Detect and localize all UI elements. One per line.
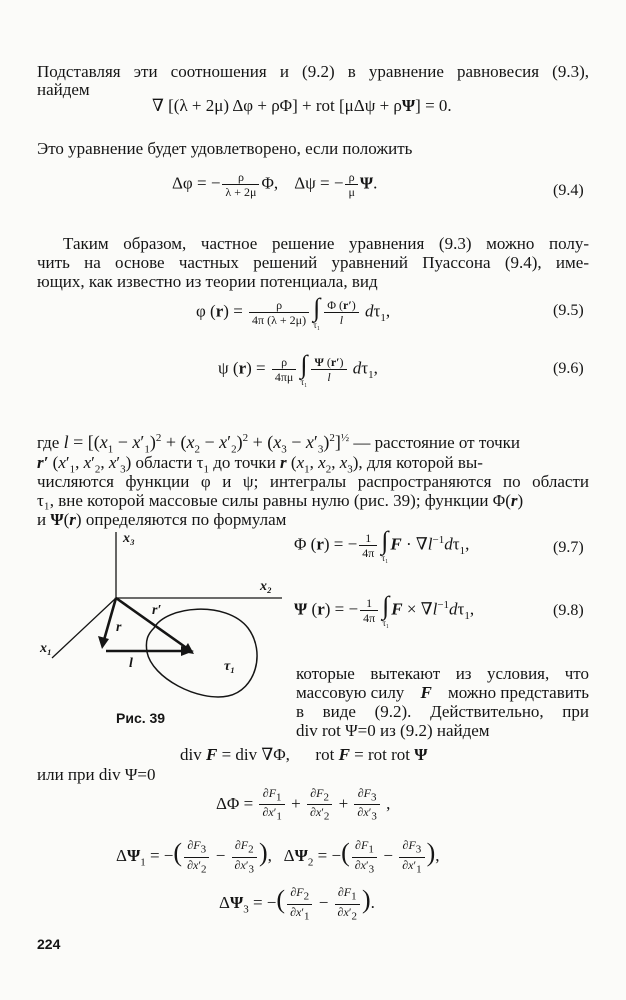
paragraph-line: чить на основе частных решений уравнений Пуассона (9.4), име- — [37, 253, 589, 272]
label-x3: x₃ — [123, 531, 135, 546]
label-tau1: τ₁ — [224, 659, 236, 674]
equation-equilibrium: ∇ [(λ + 2μ) Δφ + ρΦ] + rot [μΔψ + ρΨ] = 0. — [152, 96, 452, 115]
equation-9-5: φ (r) = $\frac{\rho}{4\pi (\lambda + 2\mu)}$ ∫ τ₁ $\frac{\Phi (r')}{l}$ $d\tau_1$, — [196, 293, 391, 330]
equation-delta-psi-3: $\Delta\Psi_3$ = −( $\frac{\partial F_2}{\partial x'_1}$ − $\frac{\partial F_1}{\partial x'_2}$ ). — [219, 885, 375, 922]
equation-number: (9.4) — [553, 182, 584, 199]
paragraph-line: числяются функции φ и ψ; интегралы распространяются по области — [37, 472, 589, 491]
label-x2: x₂ — [260, 579, 272, 594]
label-x1: x₁ — [40, 641, 52, 656]
paragraph-line: или при div Ψ=0 — [37, 765, 156, 784]
equation-div-f: div F = div ∇Φ, rot F = rot rot Ψ — [180, 745, 428, 764]
equation-number: (9.7) — [553, 539, 584, 556]
paragraph-line: Таким образом, частное решение уравнения (9.3) можно полу- — [63, 234, 589, 253]
equation-9-7: Φ (r) = − $\frac{1}{4\pi}$ ∫ τ₁ $F \cdot \nabla l^{-1}d\tau_1$, — [294, 526, 470, 563]
region-tau1 — [146, 609, 257, 697]
paragraph-line: τ₁, вне которой массовые силы равны нулю (рис. 39); функции Φ(r) — [37, 491, 524, 510]
paragraph-line: и Ψ(r) определяются по формулам — [37, 510, 287, 529]
paragraph-line: Подставляя эти соотношения и (9.2) в уравнение равновесия (9.3), — [37, 62, 589, 81]
figure-39 — [30, 528, 285, 728]
equation-number: (9.8) — [553, 602, 584, 619]
paragraph-line-distance: где $l = [(x_1 - x'_1)^2 + (x_2 - x'_2)^2 + (x_3 - x'_3)^2]^{\frac{1}{2}}$ — расстояние от точки — [37, 432, 521, 456]
equation-delta-psi-1-2: $\Delta\Psi_1$ = −( $\frac{\partial F_3}{\partial x'_2}$ − $\frac{\partial F_2}{\partial x'_3}$ ), $\Delta\Psi_2$ = −( $\frac{\partial F_1}{\partial x'_3}$ − $\frac{\partial F_3}{\partial x'_1}$ ), — [116, 838, 440, 875]
paragraph-line: массовую силу F можно представить — [296, 683, 589, 702]
equation-9-8: Ψ (r) = − $\frac{1}{4\pi}$ ∫ τ₁ $F \times \nabla l^{-1}d\tau_1$, — [294, 591, 475, 628]
equation-9-4: Δφ = − $\frac{\rho}{\lambda + 2\mu}$ Φ, Δψ = − $\frac{\rho}{\mu}$ Ψ. — [172, 170, 378, 199]
label-r: r — [116, 620, 122, 635]
paragraph-line: найдем — [37, 80, 90, 99]
page-number: 224 — [37, 936, 61, 952]
paragraph-line: в виде (9.2). Действительно, при — [296, 702, 589, 721]
equation-9-6: ψ (r) = $\frac{\rho}{4\pi\mu}$ ∫ τ₁ $\frac{\Psi (r')}{l}$ $d\tau_1$, — [218, 350, 378, 387]
paragraph-line: которые вытекают из условия, что — [296, 664, 589, 683]
figure-caption: Рис. 39 — [116, 710, 166, 726]
equation-delta-phi: ΔΦ = $\frac{\partial F_1}{\partial x'_1}$ + $\frac{\partial F_2}{\partial x'_2}$ + $\frac{\partial F_3}{\partial x'_3}$ , — [216, 786, 391, 823]
paragraph-line-points: r′ ($x'_1$, $x'_2$, $x'_3$) области $\tau_1$ до точки r ($x_1$, $x_2$, $x_3$), для которой вы- — [37, 453, 483, 476]
paragraph-line: Это уравнение будет удовлетворено, если положить — [37, 139, 413, 158]
equation-number: (9.5) — [553, 302, 584, 319]
arrowhead-r — [98, 636, 109, 649]
label-r-prime: r′ — [152, 603, 162, 618]
paragraph-line: ющих, как известно из теории потенциала, вид — [37, 272, 378, 291]
equation-number: (9.6) — [553, 360, 584, 377]
label-l: l — [129, 656, 133, 671]
paragraph-line: div rot Ψ=0 из (9.2) найдем — [296, 721, 490, 740]
